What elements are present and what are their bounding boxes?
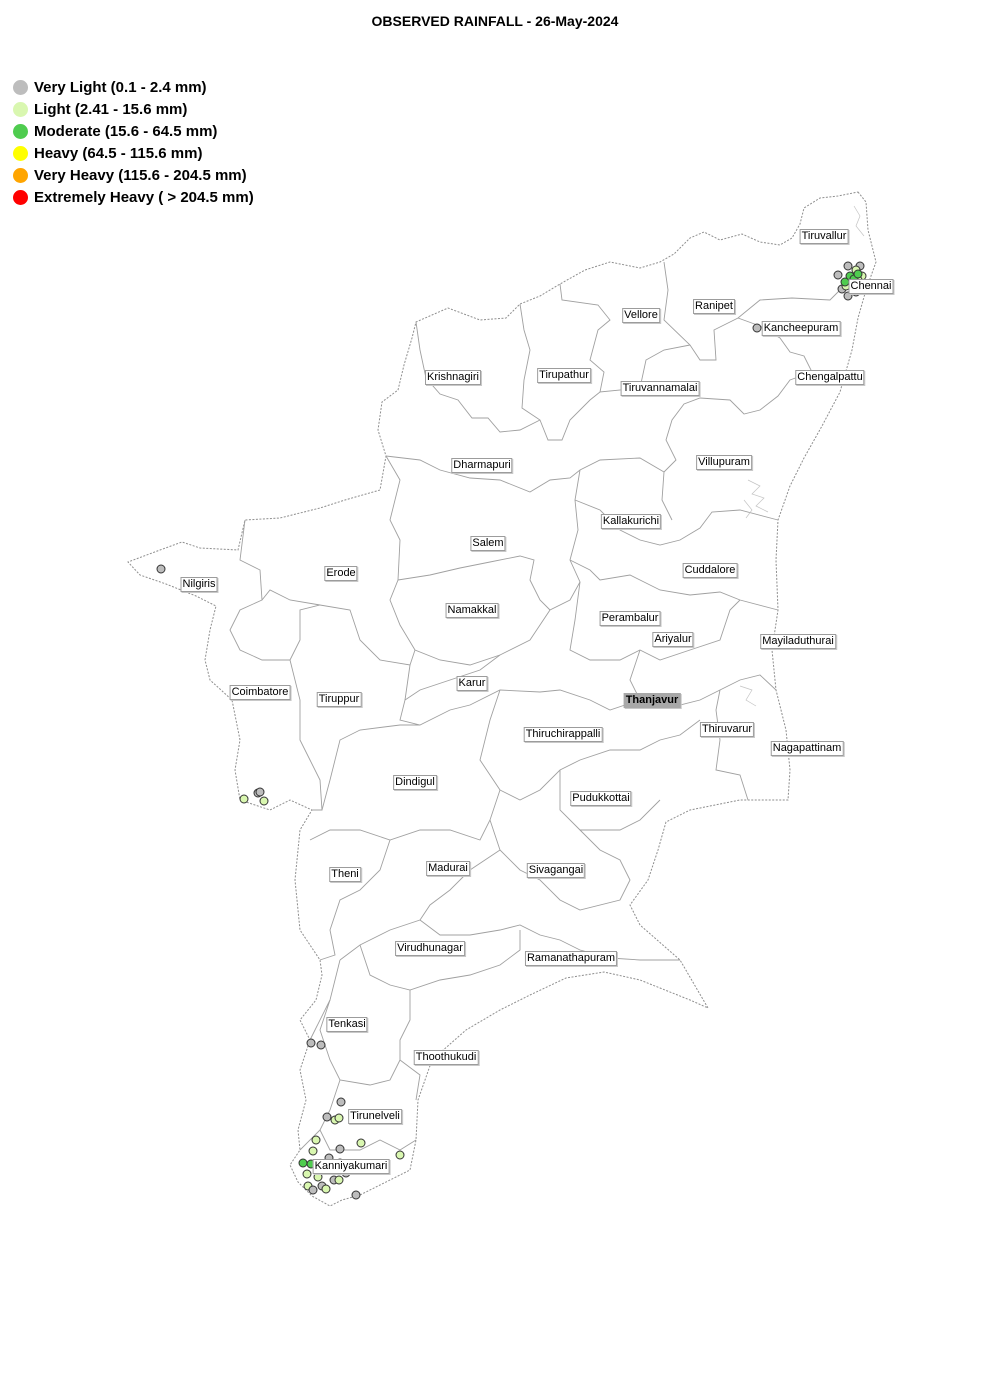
district-label-chengalpattu[interactable]: Chengalpattu <box>797 371 863 383</box>
district-label-karur[interactable]: Karur <box>458 677 486 689</box>
station-marker[interactable] <box>336 1145 344 1153</box>
station-marker[interactable] <box>309 1147 317 1155</box>
district-label-sivagangai[interactable]: Sivagangai <box>528 864 584 876</box>
district-label-thiruchirappalli[interactable]: Thiruchirappalli <box>525 728 601 740</box>
station-marker[interactable] <box>314 1173 322 1181</box>
station-marker[interactable] <box>260 797 268 805</box>
station-marker[interactable] <box>834 271 842 279</box>
station-marker[interactable] <box>337 1098 345 1106</box>
station-marker[interactable] <box>323 1113 331 1121</box>
station-marker[interactable] <box>335 1176 343 1184</box>
district-label-salem[interactable]: Salem <box>472 537 504 549</box>
district-label-ariyalur[interactable]: Ariyalur <box>654 633 692 645</box>
district-label-cuddalore[interactable]: Cuddalore <box>684 564 736 576</box>
district-label-nagapattinam[interactable]: Nagapattinam <box>772 742 842 754</box>
district-label-tiruppur[interactable]: Tiruppur <box>318 693 360 705</box>
legend-label: Moderate (15.6 - 64.5 mm) <box>34 122 218 140</box>
district-label-madurai[interactable]: Madurai <box>428 862 468 874</box>
district-label-erode[interactable]: Erode <box>326 567 356 579</box>
station-marker[interactable] <box>854 270 862 278</box>
station-marker[interactable] <box>307 1039 315 1047</box>
station-marker[interactable] <box>352 1191 360 1199</box>
station-marker[interactable] <box>335 1114 343 1122</box>
district-label-dindigul[interactable]: Dindigul <box>395 776 435 788</box>
station-marker[interactable] <box>322 1185 330 1193</box>
district-label-mayiladuthurai[interactable]: Mayiladuthurai <box>762 635 834 647</box>
district-label-pudukkottai[interactable]: Pudukkottai <box>572 792 630 804</box>
legend-label: Light (2.41 - 15.6 mm) <box>34 100 188 118</box>
station-marker[interactable] <box>753 324 761 332</box>
district-label-tiruvannamalai[interactable]: Tiruvannamalai <box>622 382 698 394</box>
district-label-namakkal[interactable]: Namakkal <box>447 604 497 616</box>
station-marker[interactable] <box>317 1041 325 1049</box>
station-marker[interactable] <box>357 1139 365 1147</box>
district-label-krishnagiri[interactable]: Krishnagiri <box>427 371 479 383</box>
district-label-tenkasi[interactable]: Tenkasi <box>328 1018 366 1030</box>
district-label-ranipet[interactable]: Ranipet <box>695 300 733 312</box>
district-label-kancheepuram[interactable]: Kancheepuram <box>763 322 839 334</box>
district-label-virudhunagar[interactable]: Virudhunagar <box>397 942 463 954</box>
district-label-coimbatore[interactable]: Coimbatore <box>231 686 289 698</box>
station-marker[interactable] <box>240 795 248 803</box>
district-label-thoothukudi[interactable]: Thoothukudi <box>415 1051 477 1063</box>
district-label-chennai[interactable]: Chennai <box>850 280 892 292</box>
district-label-villupuram[interactable]: Villupuram <box>698 456 750 468</box>
district-label-vellore[interactable]: Vellore <box>624 309 658 321</box>
station-marker[interactable] <box>844 262 852 270</box>
station-marker[interactable] <box>256 788 264 796</box>
district-label-kallakurichi[interactable]: Kallakurichi <box>602 515 660 527</box>
district-label-nilgiris[interactable]: Nilgiris <box>182 578 216 590</box>
station-marker[interactable] <box>309 1186 317 1194</box>
district-label-theni[interactable]: Theni <box>331 868 359 880</box>
district-label-kanniyakumari[interactable]: Kanniyakumari <box>314 1160 388 1172</box>
district-label-tiruvallur[interactable]: Tiruvallur <box>801 230 847 242</box>
district-label-tirupathur[interactable]: Tirupathur <box>539 369 589 381</box>
station-marker[interactable] <box>396 1151 404 1159</box>
legend-label: Extremely Heavy ( > 204.5 mm) <box>34 188 254 206</box>
legend-label: Very Light (0.1 - 2.4 mm) <box>34 78 207 96</box>
district-label-ramanathapuram[interactable]: Ramanathapuram <box>526 952 616 964</box>
legend-label: Very Heavy (115.6 - 204.5 mm) <box>34 166 247 184</box>
district-label-thanjavur[interactable]: Thanjavur <box>625 694 679 706</box>
district-label-thiruvarur[interactable]: Thiruvarur <box>701 723 753 735</box>
legend-label: Heavy (64.5 - 115.6 mm) <box>34 144 203 162</box>
station-marker[interactable] <box>157 565 165 573</box>
station-marker[interactable] <box>299 1159 307 1167</box>
station-marker[interactable] <box>303 1170 311 1178</box>
district-label-tirunelveli[interactable]: Tirunelveli <box>350 1110 400 1122</box>
district-label-perambalur[interactable]: Perambalur <box>601 612 659 624</box>
district-label-dharmapuri[interactable]: Dharmapuri <box>453 459 511 471</box>
map-title: OBSERVED RAINFALL - 26-May-2024 <box>371 13 619 29</box>
station-marker[interactable] <box>312 1136 320 1144</box>
